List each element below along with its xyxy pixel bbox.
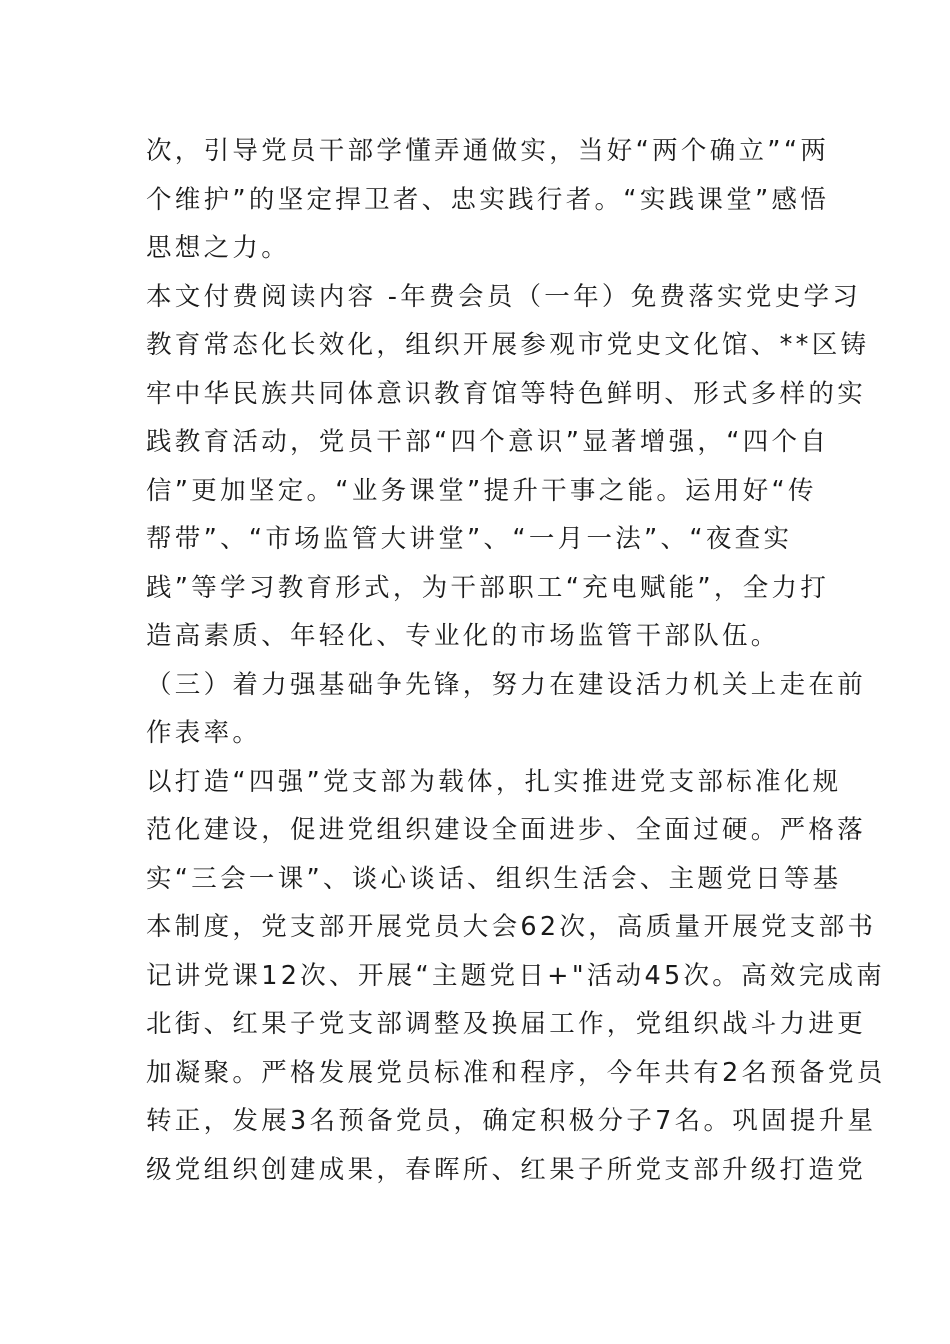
text-line: 次，引导党员干部学懂弄通做实，当好“两个确立”“两 bbox=[146, 136, 830, 166]
text-line: 以打造“四强”党支部为载体，扎实推进党支部标准化规 bbox=[146, 766, 842, 797]
text-line: 思想之力。 bbox=[146, 233, 291, 263]
text-line: 牢中华民族共同体意识教育馆等特色鲜明、形式多样的实 bbox=[146, 378, 867, 409]
text-line: 教育常态化长效化，组织开展参观市党史文化馆、**区铸 bbox=[146, 330, 870, 360]
text-line: 北街、红果子党支部调整及换届工作，党组织战斗力进更 bbox=[146, 1009, 867, 1039]
text-line: 级党组织创建成果，春晖所、红果子所党支部升级打造党 bbox=[146, 1154, 867, 1185]
text-line: 信”更加坚定。“业务课堂”提升干事之能。运用好“传 bbox=[146, 475, 817, 506]
text-line: 本文付费阅读内容 -年费会员（一年）免费落实党史学习 bbox=[146, 281, 862, 312]
text-line: 实“三会一课”、谈心谈话、组织生活会、主题党日等基 bbox=[146, 863, 842, 894]
text-line: 本制度，党支部开展党员大会62次，高质量开展党支部书 bbox=[146, 912, 877, 942]
text-line: 践”等学习教育形式，为干部职工“充电赋能”，全力打 bbox=[146, 572, 830, 603]
text-line: 转正，发展3名预备党员，确定积极分子7名。巩固提升星 bbox=[146, 1106, 877, 1136]
text-line: 加凝聚。严格发展党员标准和程序，今年共有2名预备党员 bbox=[146, 1057, 886, 1088]
section-heading-line: （三）着力强基础争先锋，努力在建设活力机关上走在前 bbox=[146, 669, 867, 700]
text-line: 造高素质、年轻化、专业化的市场监管干部队伍。 bbox=[146, 621, 780, 651]
text-line: 个维护”的坚定捍卫者、忠实践行者。“实践课堂”感悟 bbox=[146, 184, 830, 215]
body-text bbox=[146, 127, 886, 1194]
text-line: 记讲党课12次、开展“主题党日+"活动45次。高效完成南 bbox=[146, 960, 886, 991]
text-line: 帮带”、“市场监管大讲堂”、“一月一法”、“夜查实 bbox=[146, 524, 793, 554]
text-line: 范化建设，促进党组织建设全面进步、全面过硬。严格落 bbox=[146, 815, 867, 845]
section-heading-line: 作表率。 bbox=[146, 718, 262, 748]
text-line: 践教育活动，党员干部“四个意识”显著增强，“四个自 bbox=[146, 427, 830, 457]
